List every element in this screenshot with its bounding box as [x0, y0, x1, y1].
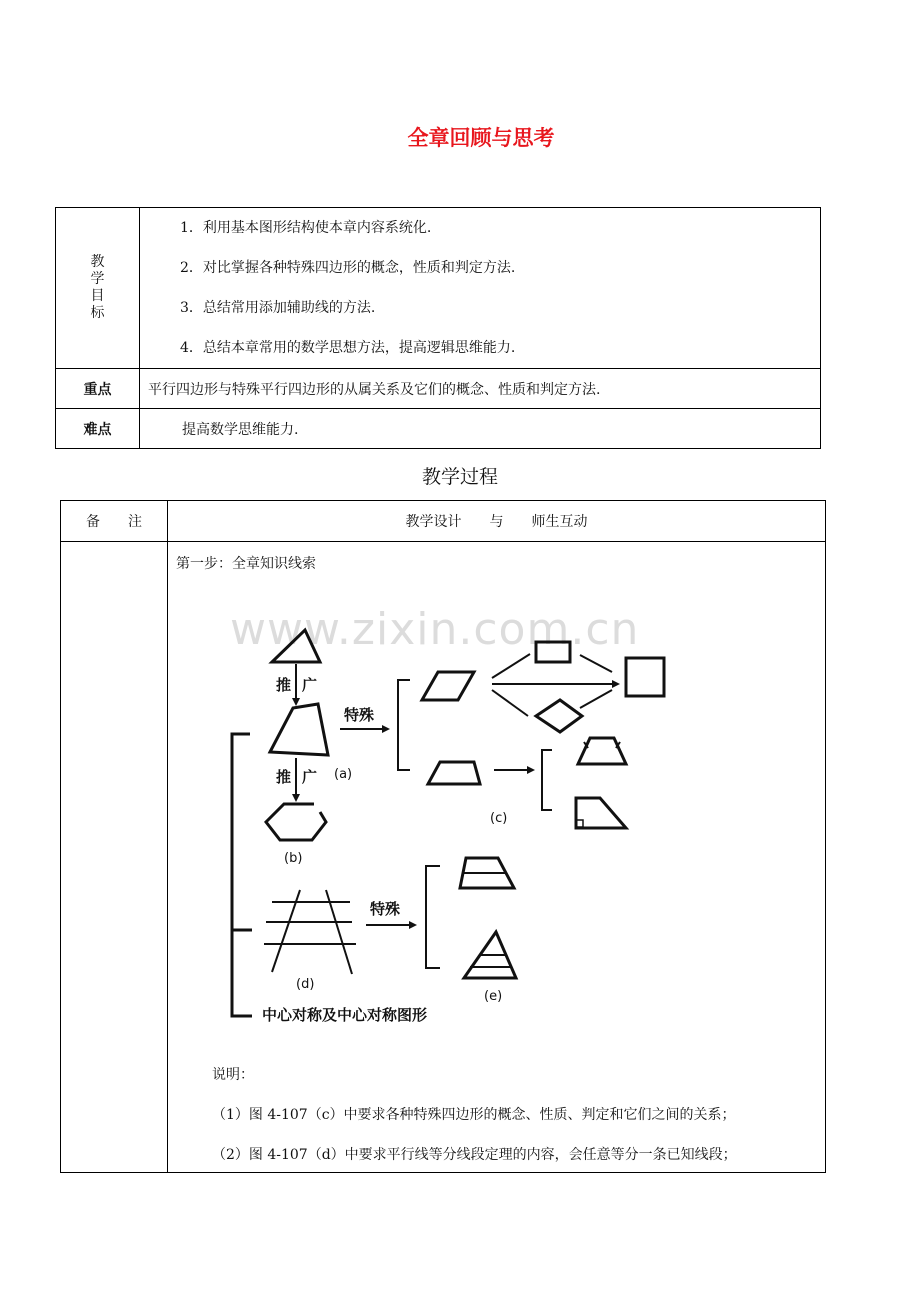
document-title: 全章回顾与思考	[407, 126, 555, 150]
rhombus-shape	[536, 700, 582, 732]
remarks-header: 备 注	[61, 501, 168, 542]
bracket-e	[426, 866, 440, 968]
tui-label-2: 推	[276, 768, 292, 786]
step-heading: 第一步：全章知识线索	[176, 556, 316, 572]
key-text: 平行四边形与特殊平行四边形的从属关系及它们的概念、性质和判定方法.	[140, 369, 821, 409]
goal-item: 2．对比掌握各种特殊四边形的概念，性质和判定方法.	[180, 260, 516, 276]
isosceles-trapezoid-shape	[578, 738, 626, 764]
goal-item: 1．利用基本图形结构使本章内容系统化.	[180, 220, 432, 236]
label-a: (a)	[334, 767, 353, 782]
arrow-rect-to-square	[580, 655, 612, 672]
parallelogram-shape	[422, 672, 474, 700]
main-bracket	[232, 734, 252, 1016]
arrow-rhombus-to-square	[580, 690, 612, 708]
arrow-to-rectangle	[492, 654, 530, 678]
label-b: (b)	[284, 851, 303, 866]
process-title: 教学过程	[421, 466, 498, 488]
note-item: （2）图 4-107（d）中要求平行线等分线段定理的内容，会任意等分一条已知线段；	[212, 1147, 737, 1163]
bracket-trapezoids	[542, 750, 552, 810]
triangle-shape	[272, 630, 320, 662]
notes-head: 说明：	[212, 1067, 254, 1083]
trapezoid-shape	[428, 762, 480, 784]
goal-item: 3．总结常用添加辅助线的方法.	[180, 300, 376, 316]
guang-label-1: 广	[302, 676, 318, 694]
note-item: （1）图 4-107（c）中要求各种特殊四边形的概念、性质、判定和它们之间的关系；	[212, 1107, 736, 1123]
label-e: (e)	[484, 989, 503, 1004]
guang-label-2: 广	[302, 768, 318, 786]
watermark: www.zixin.com.cn	[230, 604, 640, 655]
quadrilateral-shape	[270, 704, 328, 755]
arrow-to-rhombus	[492, 690, 528, 716]
hexagon-shape	[266, 804, 326, 840]
center-symmetry-label: 中心对称及中心对称图形	[262, 1006, 428, 1024]
goal-item: 4．总结本章常用的数学思想方法，提高逻辑思维能力.	[180, 340, 516, 356]
teshu-label-2: 特殊	[370, 900, 401, 918]
design-header: 教学设计 与 师生互动	[168, 501, 826, 542]
label-d: (d)	[296, 977, 315, 992]
square-shape	[626, 658, 664, 696]
bracket-c	[398, 680, 410, 770]
difficult-head: 难点	[56, 409, 140, 449]
difficult-text: 提高数学思维能力.	[140, 409, 821, 449]
goals-head-label: 教学目标	[90, 254, 105, 321]
key-head: 重点	[56, 369, 140, 409]
teshu-label-1: 特殊	[344, 706, 375, 724]
tui-label-1: 推	[276, 676, 292, 694]
label-c: (c)	[490, 811, 508, 826]
rectangle-shape	[536, 642, 570, 662]
